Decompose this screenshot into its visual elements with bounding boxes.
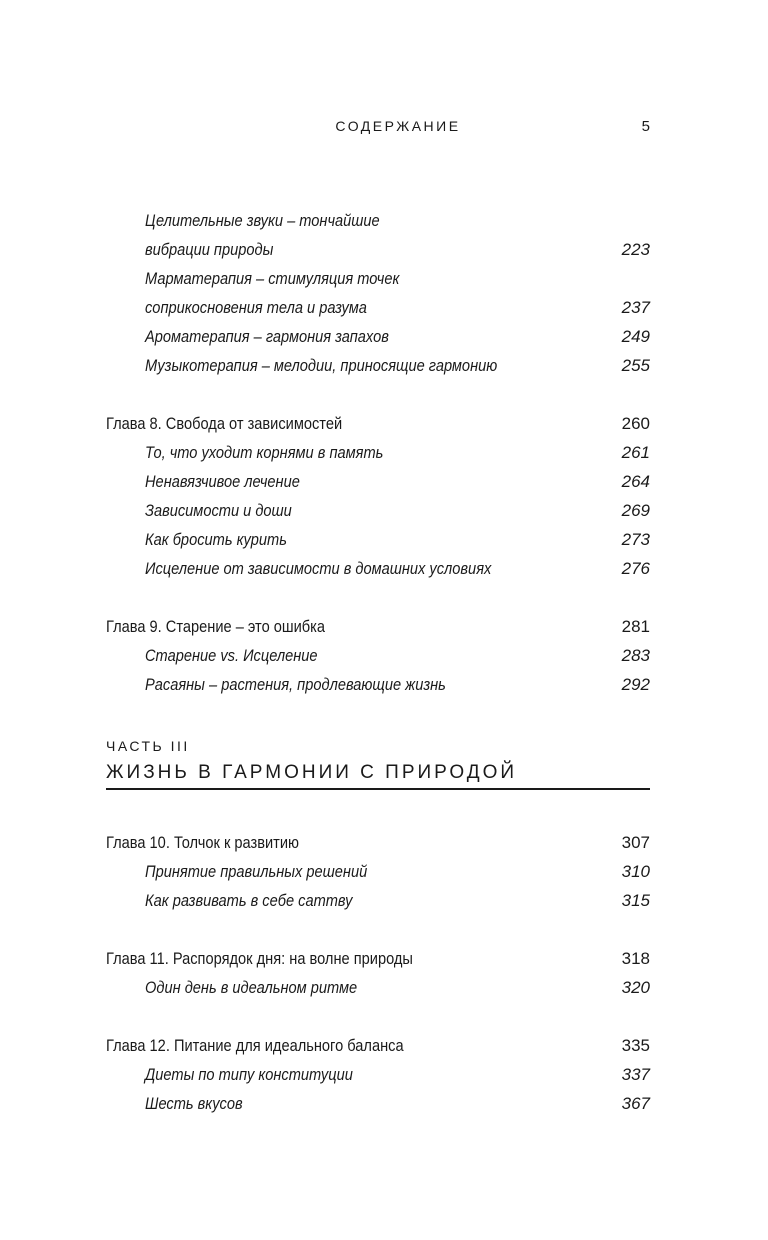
toc-entry-page: 318	[621, 949, 650, 968]
toc-section-entry	[106, 235, 650, 264]
toc-entry-title: Исцеление от зависимости в домашних условиях	[145, 559, 492, 578]
toc-entry-page: 223	[621, 240, 650, 259]
toc-entry-title: Ненавязчивое лечение	[145, 472, 300, 491]
toc-entry-title: Расаяны – растения, продлевающие жизнь	[145, 675, 446, 694]
toc-entry-page: 283	[621, 646, 650, 665]
toc-entry-page: 276	[621, 559, 650, 578]
toc-section-entry	[106, 641, 650, 670]
toc-section-entry	[106, 467, 650, 496]
toc-entry-page: 261	[621, 443, 650, 462]
toc-chapter-entry	[106, 828, 650, 857]
toc-section-entry	[106, 525, 650, 554]
toc-chapter-entry	[106, 944, 650, 973]
toc-entry-page: 269	[621, 501, 650, 520]
running-head	[106, 118, 650, 138]
toc-section-entry	[106, 886, 650, 915]
toc-entry-title: Глава 8. Свобода от зависимостей	[106, 414, 343, 433]
toc-entry-title: Глава 9. Старение – это ошибка	[106, 617, 326, 636]
toc-group-gap	[106, 583, 650, 612]
toc-section-entry	[106, 973, 650, 1002]
toc-section-entry	[106, 264, 650, 293]
toc-section-entry	[106, 293, 650, 322]
toc-section-entry	[106, 206, 650, 235]
toc-entry-title: Музыкотерапия – мелодии, приносящие гармонию	[145, 356, 498, 375]
toc-entry-page: 249	[621, 327, 650, 346]
toc-chapter-entry	[106, 612, 650, 641]
toc-section-entry	[106, 670, 650, 699]
toc-entry-page: 337	[621, 1065, 650, 1084]
toc-entry-page: 264	[621, 472, 650, 491]
page-number: 5	[641, 118, 650, 135]
toc-section-entry	[106, 554, 650, 583]
toc-section-entry	[106, 1060, 650, 1089]
toc-entry-title: Глава 11. Распорядок дня: на волне природы	[106, 949, 413, 968]
toc-entry-title: Ароматерапия – гармония запахов	[145, 327, 389, 346]
part-title: ЖИЗНЬ В ГАРМОНИИ С ПРИРОДОЙ	[106, 762, 518, 783]
toc-group-gap	[106, 915, 650, 944]
toc-entry-title: Как развивать в себе саттву	[145, 891, 353, 910]
toc-section-entry	[106, 438, 650, 467]
toc-groups-after	[106, 828, 650, 1118]
table-of-contents	[106, 206, 650, 1118]
toc-entry-title: соприкосновения тела и разума	[145, 298, 367, 317]
toc-chapter-entry	[106, 409, 650, 438]
toc-section-entry	[106, 857, 650, 886]
toc-entry-title: Один день в идеальном ритме	[145, 978, 358, 997]
toc-entry-title: Глава 10. Толчок к развитию	[106, 833, 299, 852]
toc-group-gap	[106, 1002, 650, 1031]
toc-section-entry	[106, 351, 650, 380]
toc-entry-title: Как бросить курить	[145, 530, 287, 549]
toc-entry-page: 335	[621, 1036, 650, 1055]
toc-chapter-entry	[106, 1031, 650, 1060]
toc-entry-title: вибрации природы	[145, 240, 274, 259]
toc-entry-page: 237	[621, 298, 650, 317]
toc-entry-title: Старение vs. Исцеление	[145, 646, 318, 665]
toc-entry-page: 255	[621, 356, 650, 375]
toc-entry-page: 320	[621, 978, 650, 997]
toc-group-gap	[106, 699, 650, 728]
toc-group-gap	[106, 380, 650, 409]
toc-section-entry	[106, 496, 650, 525]
toc-entry-title: То, что уходит корнями в память	[145, 443, 384, 462]
toc-entry-title: Диеты по типу конституции	[145, 1065, 353, 1084]
toc-entry-page: 260	[621, 414, 650, 433]
toc-entry-title: Марматерапия – стимуляция точек	[145, 269, 400, 288]
toc-entry-page: 367	[621, 1094, 650, 1113]
toc-entry-page: 307	[621, 833, 650, 852]
toc-entry-title: Глава 12. Питание для идеального баланса	[106, 1036, 404, 1055]
running-title: СОДЕРЖАНИЕ	[335, 118, 461, 134]
toc-section-entry	[106, 322, 650, 351]
toc-entry-page: 281	[621, 617, 650, 636]
toc-entry-page: 315	[621, 891, 650, 910]
part-divider	[106, 788, 650, 790]
toc-entry-title: Зависимости и доши	[145, 501, 292, 520]
toc-entry-title: Целительные звуки – тончайшие	[145, 211, 380, 230]
toc-entry-page: 310	[621, 862, 650, 881]
toc-section-entry	[106, 1089, 650, 1118]
toc-entry-page: 292	[621, 675, 650, 694]
toc-entry-title: Принятие правильных решений	[145, 862, 368, 881]
toc-groups-before	[106, 206, 650, 728]
part-label: ЧАСТЬ III	[106, 738, 190, 754]
toc-entry-page: 273	[621, 530, 650, 549]
toc-entry-title: Шесть вкусов	[145, 1094, 243, 1113]
